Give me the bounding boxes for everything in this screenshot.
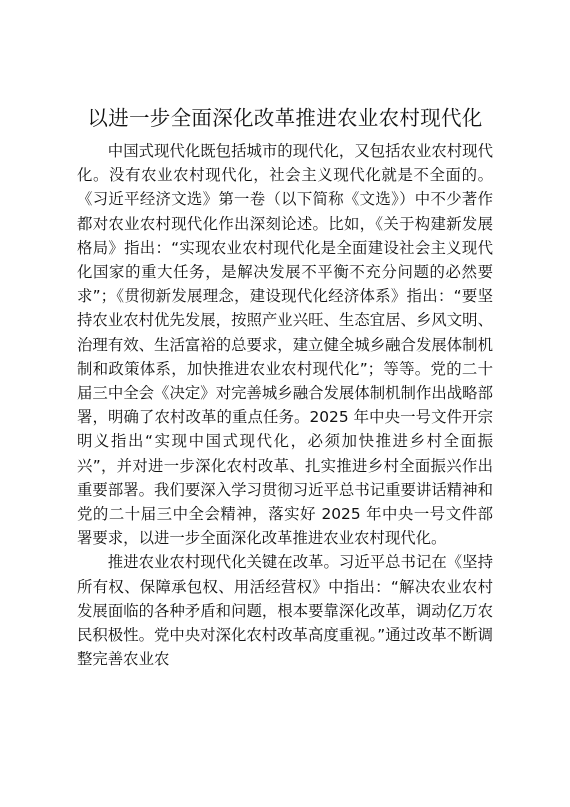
article-body <box>77 139 493 671</box>
paragraph-1: 中国式现代化既包括城市的现代化，又包括农业农村现代化。没有农业农村现代化，社会主义现代化就是不全面的。《习近平经济文选》第一卷（以下简称《文选》）中不少著作都对农业农村现代化作出深刻论述。比如，《关于构建新发展格局》指出：“实现农业农村现代化是全面建设社会主义现代化国家的重大任务，是解决发展不平衡不充分问题的必然要求”；《贯彻新发展理念，建设现代化经济体系》指出：“要坚持农业农村优先发展，按照产业兴旺、生态宜居、乡风文明、治理有效、生活富裕的总要求，建立健全城乡融合发展体制机制和政策体系，加快推进农业农村现代化”；等等。党的二十届三中全会《决定》对完善城乡融合发展体制机制作出战略部署，明确了农村改革的重点任务。2025 年中央一号文件开宗明义指出“实现中国式现代化，必须加快推进乡村全面振兴”，并对进一步深化农村改革、扎实推进乡村全面振兴作出重要部署。我们要深入学习贯彻习近平总书记重要讲话精神和党的二十届三中全会精神，落实好 2025 年中央一号文件部署要求，以进一步全面深化改革推进农业农村现代化。 <box>77 142 493 548</box>
article-title: 以进一步全面深化改革推进农业农村现代化 <box>87 106 483 130</box>
paragraph-2: 推进农业农村现代化关键在改革。习近平总书记在《坚持所有权、保障承包权、用活经营权》中指出：“解决农业农村发展面临的各种矛盾和问题，根本要靠深化改革，调动亿万农民积极性。党中央对深化农村改革高度重视。”通过改革不断调整完善农业农 <box>77 553 493 669</box>
